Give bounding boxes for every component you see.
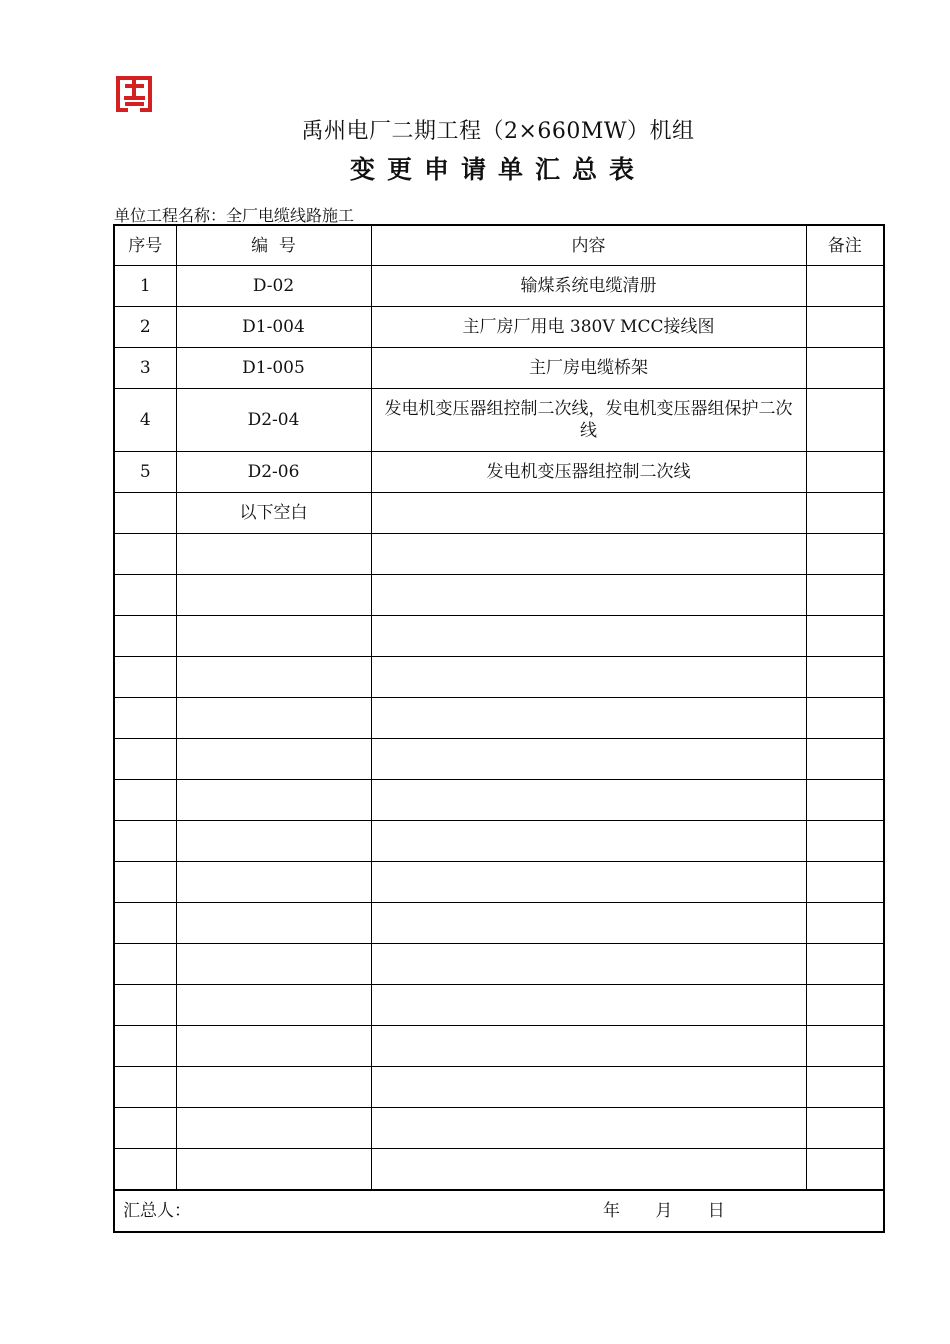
header-code: 编 号	[176, 225, 371, 266]
row-seq	[114, 1149, 176, 1191]
row-code	[176, 1026, 371, 1067]
row-note	[806, 1067, 884, 1108]
row-code: D1-005	[176, 348, 371, 389]
row-content	[371, 657, 806, 698]
row-seq: 5	[114, 452, 176, 493]
row-seq	[114, 985, 176, 1026]
row-note	[806, 266, 884, 307]
row-code: D1-004	[176, 307, 371, 348]
row-code	[176, 1149, 371, 1191]
row-content	[371, 985, 806, 1026]
row-code	[176, 698, 371, 739]
table-row	[114, 266, 884, 307]
row-seq	[114, 698, 176, 739]
row-content	[371, 534, 806, 575]
row-code	[176, 780, 371, 821]
row-content	[371, 575, 806, 616]
row-content	[371, 739, 806, 780]
table-header-row	[114, 225, 884, 266]
row-code	[176, 534, 371, 575]
row-note	[806, 944, 884, 985]
seal-logo-icon	[112, 70, 158, 116]
table-row-empty	[114, 903, 884, 944]
row-note	[806, 739, 884, 780]
row-seq	[114, 780, 176, 821]
row-code	[176, 903, 371, 944]
row-content: 发电机变压器组控制二次线	[371, 452, 806, 493]
row-seq: 4	[114, 389, 176, 452]
table-row-empty	[114, 780, 884, 821]
table-row-empty	[114, 698, 884, 739]
compiler-label: 汇总人：	[123, 1201, 191, 1221]
row-seq: 3	[114, 348, 176, 389]
change-request-summary-table	[113, 224, 885, 1233]
row-seq	[114, 1108, 176, 1149]
row-code	[176, 821, 371, 862]
row-content	[371, 903, 806, 944]
row-note	[806, 307, 884, 348]
header-note: 备注	[806, 225, 884, 266]
row-note	[806, 575, 884, 616]
row-seq	[114, 944, 176, 985]
row-note	[806, 389, 884, 452]
row-code	[176, 616, 371, 657]
row-content	[371, 862, 806, 903]
row-content: 主厂房电缆桥架	[371, 348, 806, 389]
row-code	[176, 575, 371, 616]
table-row	[114, 493, 884, 534]
row-seq	[114, 657, 176, 698]
table-row	[114, 452, 884, 493]
unit-project-name: 单位工程名称：全厂电缆线路施工	[114, 206, 355, 225]
row-content	[371, 944, 806, 985]
table-row-empty	[114, 1149, 884, 1191]
row-content: 发电机变压器组控制二次线，发电机变压器组保护二次线	[371, 389, 806, 452]
row-content	[371, 698, 806, 739]
table-row	[114, 389, 884, 452]
row-seq: 1	[114, 266, 176, 307]
row-note	[806, 493, 884, 534]
header-content: 内容	[371, 225, 806, 266]
row-note	[806, 862, 884, 903]
row-code	[176, 1067, 371, 1108]
table-row-empty	[114, 739, 884, 780]
table-row-empty	[114, 862, 884, 903]
table-row-empty	[114, 944, 884, 985]
row-seq	[114, 862, 176, 903]
row-note	[806, 1149, 884, 1191]
row-code: D2-04	[176, 389, 371, 452]
row-code	[176, 739, 371, 780]
table-row-empty	[114, 575, 884, 616]
row-note	[806, 657, 884, 698]
row-note	[806, 616, 884, 657]
row-note	[806, 985, 884, 1026]
header-seq: 序号	[114, 225, 176, 266]
row-seq	[114, 493, 176, 534]
table-row-empty	[114, 616, 884, 657]
row-note	[806, 821, 884, 862]
row-seq	[114, 1067, 176, 1108]
row-content	[371, 1067, 806, 1108]
row-content	[371, 493, 806, 534]
row-seq	[114, 616, 176, 657]
row-code: 以下空白	[176, 493, 371, 534]
row-code: D-02	[176, 266, 371, 307]
row-seq: 2	[114, 307, 176, 348]
row-seq	[114, 739, 176, 780]
row-seq	[114, 821, 176, 862]
row-content: 主厂房厂用电 380V MCC接线图	[371, 307, 806, 348]
table-row-empty	[114, 985, 884, 1026]
row-note	[806, 348, 884, 389]
form-title: 变更申请单汇总表	[349, 155, 646, 184]
row-note	[806, 780, 884, 821]
table-row-empty	[114, 1067, 884, 1108]
row-content	[371, 821, 806, 862]
row-content	[371, 1026, 806, 1067]
row-seq	[114, 534, 176, 575]
row-note	[806, 903, 884, 944]
row-content	[371, 1108, 806, 1149]
footer-inner	[123, 1200, 879, 1222]
row-note	[806, 698, 884, 739]
table-row-empty	[114, 657, 884, 698]
row-code: D2-06	[176, 452, 371, 493]
table-row-empty	[114, 534, 884, 575]
row-code	[176, 657, 371, 698]
row-code	[176, 1108, 371, 1149]
row-code	[176, 862, 371, 903]
row-note	[806, 534, 884, 575]
footer-cell	[114, 1190, 884, 1232]
row-content	[371, 780, 806, 821]
row-note	[806, 1108, 884, 1149]
row-note	[806, 1026, 884, 1067]
row-content	[371, 1149, 806, 1191]
row-note	[806, 452, 884, 493]
date-label: 年 月 日	[603, 1201, 725, 1221]
table-row	[114, 348, 884, 389]
row-code	[176, 944, 371, 985]
table-row-empty	[114, 821, 884, 862]
table-row-empty	[114, 1026, 884, 1067]
table-row	[114, 307, 884, 348]
row-seq	[114, 903, 176, 944]
table-footer-row	[114, 1190, 884, 1232]
row-content	[371, 616, 806, 657]
row-content: 输煤系统电缆清册	[371, 266, 806, 307]
row-code	[176, 985, 371, 1026]
project-title: 禹州电厂二期工程（2×660MW）机组	[301, 119, 695, 144]
row-seq	[114, 575, 176, 616]
row-seq	[114, 1026, 176, 1067]
table-row-empty	[114, 1108, 884, 1149]
